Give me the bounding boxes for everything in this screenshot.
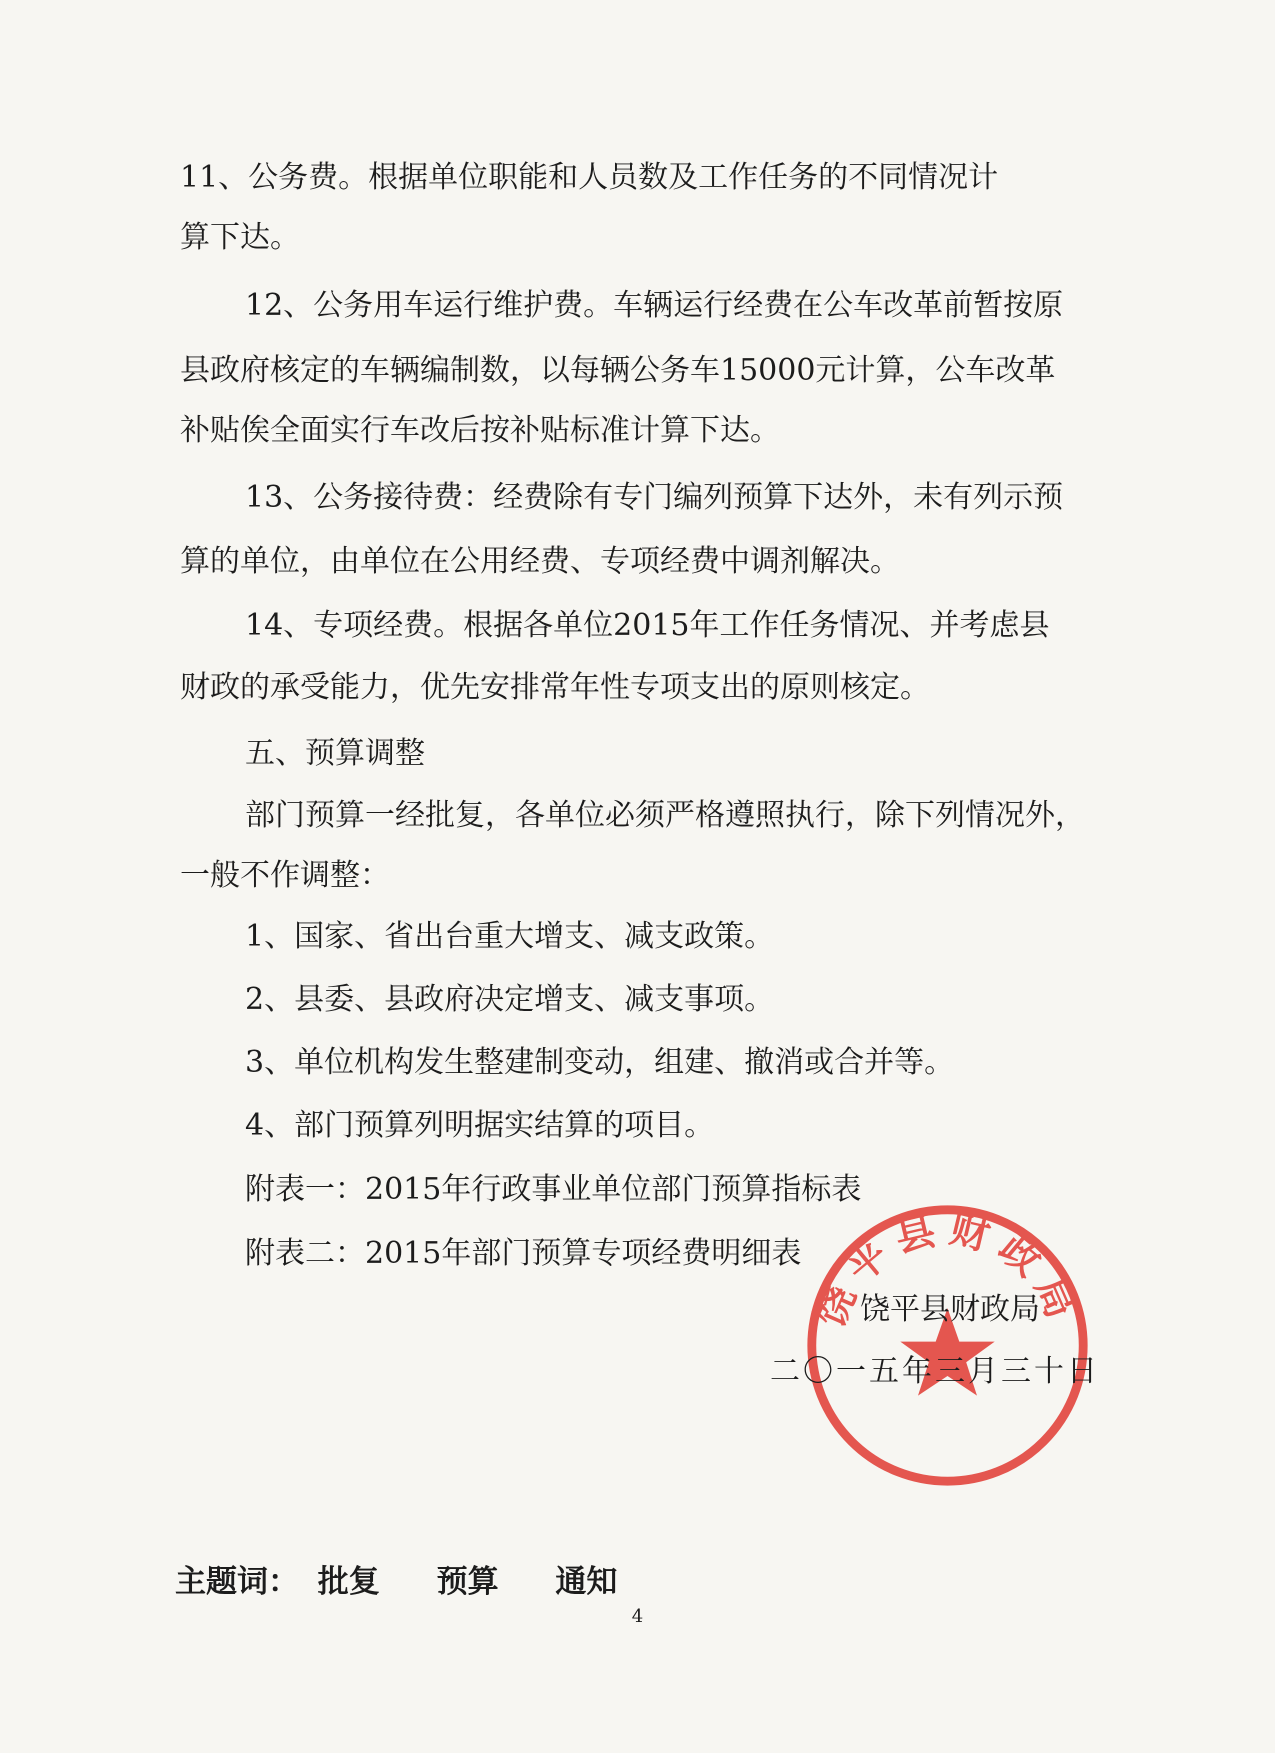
para-12-line-2: 县政府核定的车辆编制数，以每辆公务车15000元计算，公车改革 — [180, 353, 1056, 388]
para-12-line-1: 12、公务用车运行维护费。车辆运行经费在公车改革前暂按原 — [245, 288, 1064, 323]
signature-date: 二〇一五年三月三十日 — [770, 1354, 1100, 1389]
adjust-item-2: 2、县委、县政府决定增支、减支事项。 — [245, 982, 775, 1017]
keywords-label: 主题词： — [175, 1564, 299, 1600]
para-11-line-2: 算下达。 — [180, 220, 300, 255]
attachment-2: 附表二：2015年部门预算专项经费明细表 — [245, 1236, 802, 1271]
para-12-line-3: 补贴俟全面实行车改后按补贴标准计算下达。 — [180, 413, 780, 448]
adjust-item-1: 1、国家、省出台重大增支、减支政策。 — [245, 919, 775, 954]
official-seal — [800, 1198, 1095, 1493]
attachment-1: 附表一：2015年行政事业单位部门预算指标表 — [245, 1172, 862, 1207]
section-heading: 五、预算调整 — [245, 736, 425, 771]
keyword: 批复 — [317, 1564, 380, 1600]
adjust-intro-line-2: 一般不作调整： — [180, 858, 390, 893]
keyword: 通知 — [555, 1564, 618, 1600]
adjust-item-3: 3、单位机构发生整建制变动，组建、撤消或合并等。 — [245, 1045, 955, 1080]
para-14-line-2: 财政的承受能力，优先安排常年性专项支出的原则核定。 — [180, 670, 930, 705]
seal-text: 饶平县财政局 — [807, 1205, 1088, 1334]
signature-org: 饶平县财政局 — [860, 1292, 1040, 1327]
para-13-line-2: 算的单位，由单位在公用经费、专项经费中调剂解决。 — [180, 544, 900, 579]
adjust-intro-line-1: 部门预算一经批复，各单位必须严格遵照执行，除下列情况外， — [245, 798, 1085, 833]
keyword: 预算 — [436, 1564, 499, 1600]
subject-keywords — [175, 1562, 663, 1602]
para-14-line-1: 14、专项经费。根据各单位2015年工作任务情况、并考虑县 — [245, 608, 1050, 643]
para-11-line-1: 11、公务费。根据单位职能和人员数及工作任务的不同情况计 — [180, 160, 999, 195]
para-13-line-1: 13、公务接待费：经费除有专门编列预算下达外，未有列示预 — [245, 480, 1064, 515]
adjust-item-4: 4、部门预算列明据实结算的项目。 — [245, 1108, 715, 1143]
page-number: 4 — [631, 1606, 644, 1627]
